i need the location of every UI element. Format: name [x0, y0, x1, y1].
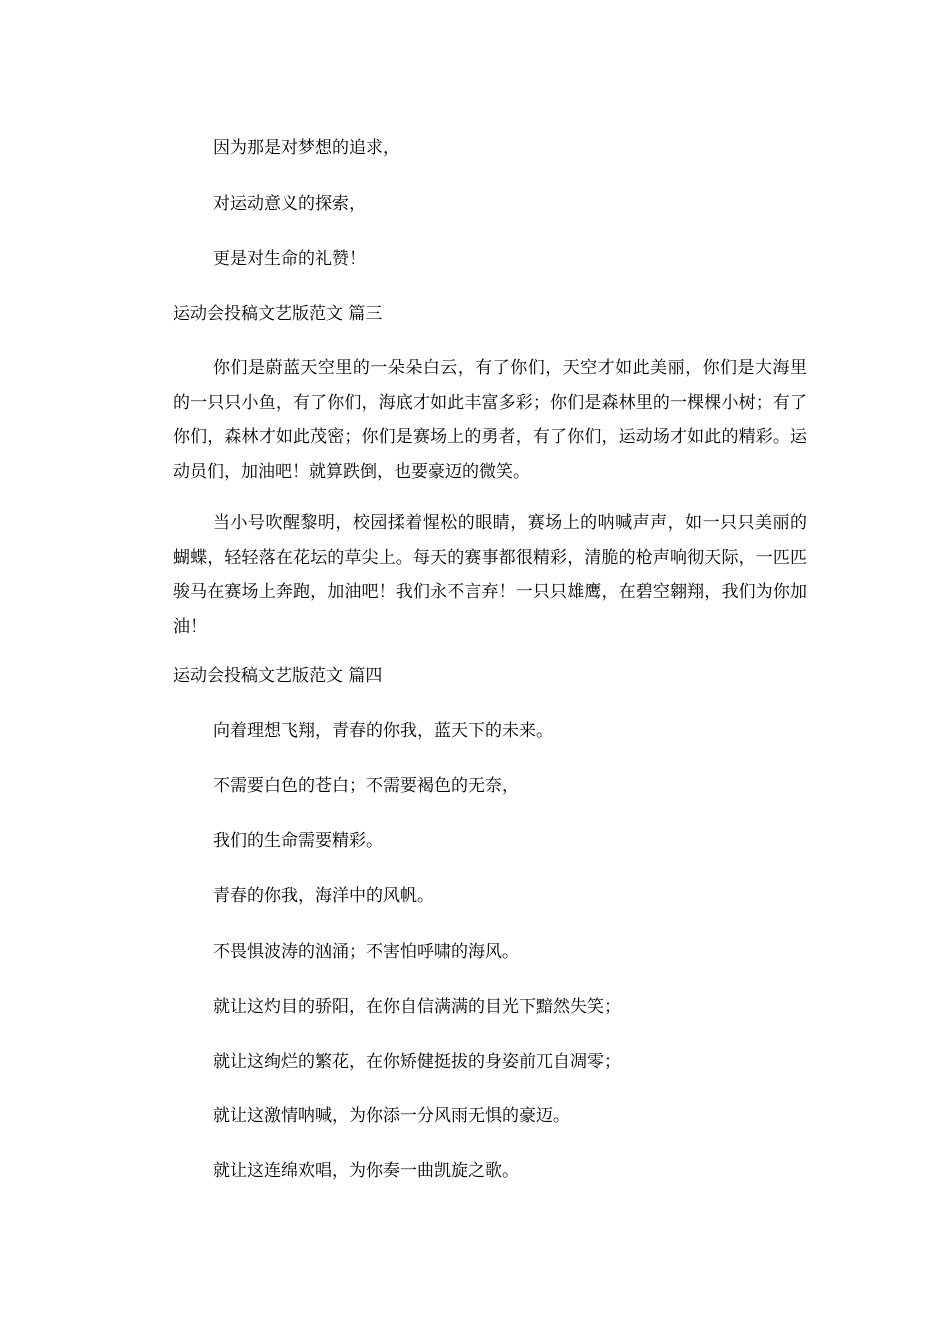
poem-line: 不需要白色的苍白；不需要褐色的无奈，: [213, 776, 519, 796]
poem-line: 就让这绚烂的繁花，在你矫健挺拔的身姿前兀自凋零；: [213, 1052, 621, 1072]
poem-line: 青春的你我，海洋中的风帆。: [213, 886, 434, 906]
poem-line: 向着理想飞翔，青春的你我，蓝天下的未来。: [213, 721, 553, 741]
body-paragraph: 当小号吹醒黎明，校园揉着惺松的眼睛，赛场上的呐喊声声，如一只只美丽的蝴蝶，轻轻落在花坛的草尖上。每天的赛事都很精彩，清脆的枪声响彻天际，一匹匹骏马在赛场上奔跑，加油吧！我们永不言弃！一只只雄鹰，在碧空翱翔，我们为你加油！: [173, 513, 807, 637]
body-paragraph: 你们是蔚蓝天空里的一朵朵白云，有了你们，天空才如此美丽，你们是大海里的一只只小鱼，有了你们，海底才如此丰富多彩；你们是森林里的一棵棵小树；有了你们，森林才如此茂密；你们是赛场上的勇者，有了你们，运动场才如此的精彩。运动员们，加油吧！就算跌倒，也要豪迈的微笑。: [173, 358, 807, 482]
section-heading-four: 运动会投稿文艺版范文 篇四: [173, 666, 383, 686]
poem-line: 就让这连绵欢唱，为你奏一曲凯旋之歌。: [213, 1161, 519, 1181]
poem-line: 就让这激情呐喊，为你添一分风雨无惧的豪迈。: [213, 1106, 570, 1126]
section-heading-three: 运动会投稿文艺版范文 篇三: [173, 304, 383, 324]
poem-line: 更是对生命的礼赞！: [213, 249, 366, 269]
poem-line: 我们的生命需要精彩。: [213, 831, 383, 851]
poem-line: 不畏惧波涛的汹涌；不害怕呼啸的海风。: [213, 942, 519, 962]
poem-line: 因为那是对梦想的追求，: [213, 138, 400, 158]
poem-line: 对运动意义的探索，: [213, 194, 366, 214]
poem-line: 就让这灼目的骄阳，在你自信满满的目光下黯然失笑；: [213, 997, 621, 1017]
